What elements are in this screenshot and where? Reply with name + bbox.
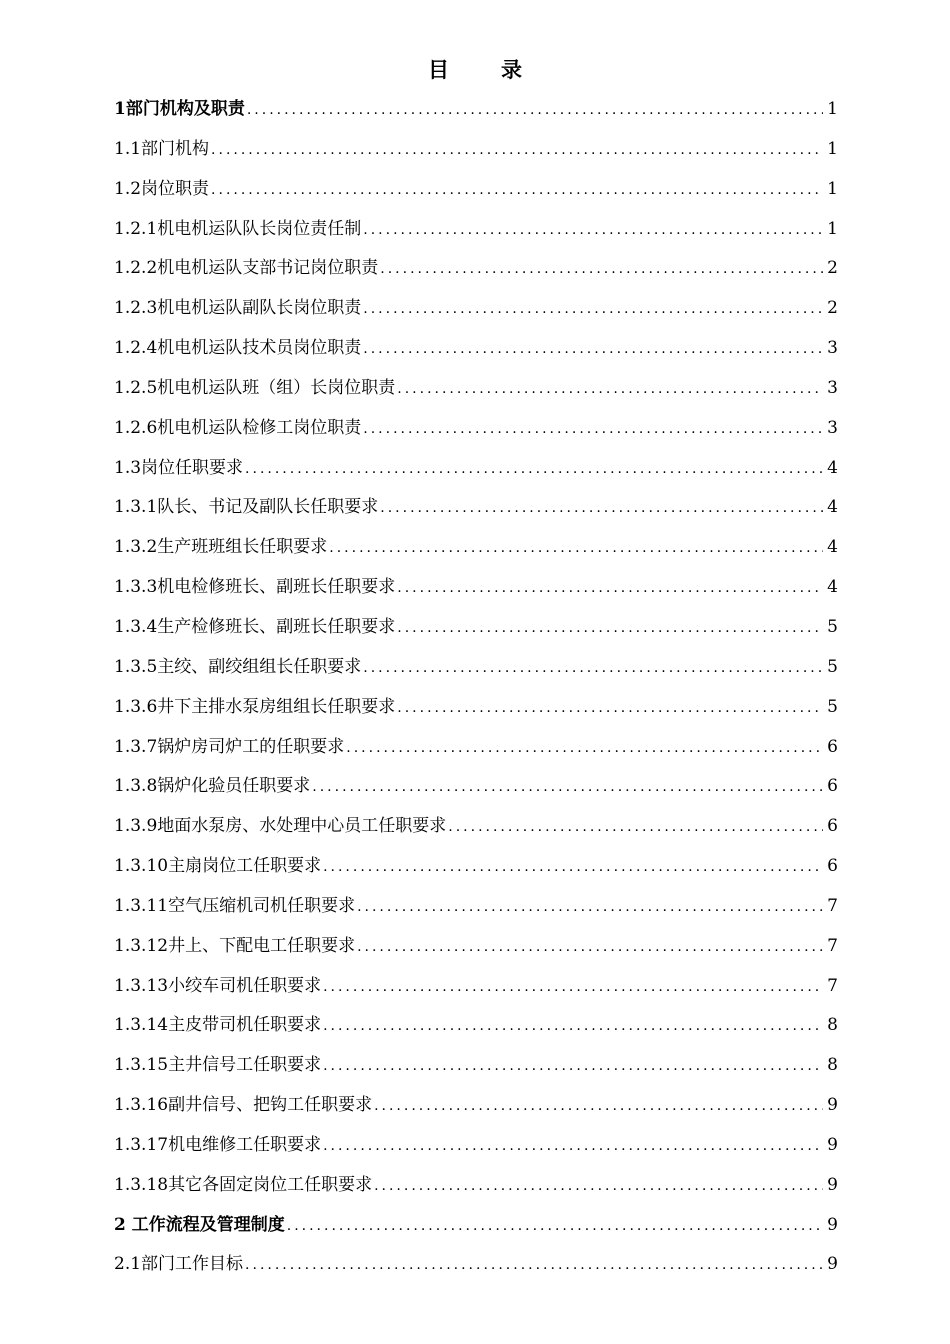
toc-entry-page-number: 9 [827, 1214, 838, 1235]
toc-entry-page-number: 1 [827, 178, 838, 199]
toc-entry-page-number: 8 [827, 1055, 838, 1076]
toc-entry[interactable] [114, 967, 838, 1007]
toc-entry[interactable] [114, 409, 838, 449]
toc-entry-title: 1.3.1队长、书记及副队长任职要求 [114, 497, 379, 518]
toc-entry[interactable] [114, 1046, 838, 1086]
toc-entry-page-number: 6 [827, 736, 838, 757]
toc-entry[interactable] [114, 728, 838, 768]
toc-entry-title: 1.3.18其它各固定岗位工任职要求 [114, 1174, 373, 1195]
toc-entry-page-number: 3 [827, 417, 838, 438]
toc-entry-title: 1.3.7锅炉房司炉工的任职要求 [114, 736, 345, 757]
toc-dot-leader [247, 91, 823, 130]
toc-entry-page-number: 3 [827, 338, 838, 359]
toc-entry[interactable] [114, 1206, 838, 1246]
toc-entry-page-number: 4 [827, 577, 838, 598]
toc-entry[interactable] [114, 130, 838, 170]
toc-entry[interactable] [114, 90, 838, 130]
toc-entry-title: 1.3.9地面水泵房、水处理中心员工任职要求 [114, 816, 447, 837]
toc-entry[interactable] [114, 289, 838, 329]
toc-entry[interactable] [114, 927, 838, 967]
toc-entry-page-number: 5 [827, 696, 838, 717]
toc-entry-page-number: 4 [827, 497, 838, 518]
toc-entry-page-number: 6 [827, 856, 838, 877]
toc-dot-leader [211, 171, 823, 210]
toc-entry-page-number: 7 [827, 895, 838, 916]
toc-dot-leader [245, 450, 823, 489]
toc-entry-page-number: 1 [827, 138, 838, 159]
toc-entry[interactable] [114, 807, 838, 847]
toc-entry-title: 2.1部门工作目标 [114, 1254, 244, 1275]
toc-entry-title: 1.3.11空气压缩机司机任职要求 [114, 895, 356, 916]
toc-dot-leader [397, 689, 823, 728]
toc-entry-page-number: 1 [827, 99, 838, 119]
toc-entry-title: 1部门机构及职责 [114, 99, 245, 119]
toc-entry-page-number: 5 [827, 616, 838, 637]
toc-dot-leader [397, 569, 823, 608]
toc-entry-page-number: 9 [827, 1134, 838, 1155]
toc-entry-title: 1.3.8锅炉化验员任职要求 [114, 776, 311, 797]
toc-dot-leader [374, 1087, 823, 1126]
toc-entry-title: 1.2岗位职责 [114, 178, 210, 199]
toc-dot-leader [287, 1207, 823, 1246]
toc-dot-leader [380, 250, 823, 289]
toc-dot-leader [346, 729, 823, 768]
toc-entry-page-number: 3 [827, 377, 838, 398]
toc-dot-leader [363, 410, 823, 449]
toc-dot-leader [397, 609, 823, 648]
toc-entry-page-number: 2 [827, 258, 838, 279]
toc-entry-title: 1.3.12井上、下配电工任职要求 [114, 935, 356, 956]
toc-entry-title: 1.3.5主绞、副绞组组长任职要求 [114, 656, 362, 677]
toc-dot-leader [323, 1127, 823, 1166]
toc-entry-page-number: 9 [827, 1095, 838, 1116]
toc-dot-leader [357, 928, 823, 967]
toc-entry-page-number: 6 [827, 776, 838, 797]
toc-entry-title: 1.3.13小绞车司机任职要求 [114, 975, 322, 996]
toc-entry-title: 2 工作流程及管理制度 [114, 1214, 285, 1235]
toc-entry-title: 1.3.6井下主排水泵房组组长任职要求 [114, 696, 396, 717]
toc-entry-title: 1.3岗位任职要求 [114, 457, 244, 478]
toc-dot-leader [323, 848, 823, 887]
toc-title: 目录 [428, 57, 574, 82]
toc-entry[interactable] [114, 449, 838, 489]
toc-entry[interactable] [114, 688, 838, 728]
toc-entry-title: 1.3.14主皮带司机任职要求 [114, 1015, 322, 1036]
toc-entry[interactable] [114, 648, 838, 688]
toc-entry-page-number: 7 [827, 975, 838, 996]
toc-dot-leader [363, 211, 823, 250]
toc-entry[interactable] [114, 1166, 838, 1206]
toc-entry[interactable] [114, 329, 838, 369]
toc-entry-page-number: 6 [827, 816, 838, 837]
toc-entry[interactable] [114, 249, 838, 289]
toc-dot-leader [323, 1047, 823, 1086]
toc-entry[interactable] [114, 1086, 838, 1126]
toc-entry[interactable] [114, 847, 838, 887]
toc-entry-title: 1.3.4生产检修班长、副班长任职要求 [114, 616, 396, 637]
toc-dot-leader [363, 330, 823, 369]
toc-entry-title: 1.3.17机电维修工任职要求 [114, 1134, 322, 1155]
toc-entry-page-number: 9 [827, 1254, 838, 1275]
toc-entry-title: 1.3.3机电检修班长、副班长任职要求 [114, 577, 396, 598]
toc-dot-leader [211, 131, 823, 170]
toc-entry-page-number: 1 [827, 218, 838, 239]
toc-dot-leader [329, 529, 823, 568]
toc-entry-title: 1.3.16副井信号、把钩工任职要求 [114, 1095, 373, 1116]
toc-dot-leader [374, 1167, 823, 1206]
toc-entry-title: 1.1部门机构 [114, 138, 210, 159]
toc-dot-leader [357, 888, 823, 927]
toc-entry-title: 1.2.3机电机运队副队长岗位职责 [114, 298, 362, 319]
toc-entry[interactable] [114, 488, 838, 528]
toc-entry-title: 1.3.10主扇岗位工任职要求 [114, 856, 322, 877]
toc-entry-title: 1.2.5机电机运队班（组）长岗位职责 [114, 377, 396, 398]
toc-dot-leader [363, 290, 823, 329]
toc-entry-page-number: 9 [827, 1174, 838, 1195]
toc-entry-title: 1.2.4机电机运队技术员岗位职责 [114, 338, 362, 359]
toc-dot-leader [323, 1007, 823, 1046]
toc-dot-leader [380, 489, 823, 528]
toc-entry-title: 1.2.1机电机运队队长岗位责任制 [114, 218, 362, 239]
toc-entry[interactable] [114, 369, 838, 409]
toc-entry[interactable] [114, 568, 838, 608]
toc-dot-leader [312, 768, 823, 807]
toc-entry-page-number: 7 [827, 935, 838, 956]
toc-entry-title: 1.3.2生产班班组长任职要求 [114, 537, 328, 558]
toc-entry[interactable] [114, 1245, 838, 1285]
toc-entry[interactable] [114, 210, 838, 250]
toc-entry[interactable] [114, 528, 838, 568]
toc-entry[interactable] [114, 608, 838, 648]
toc-entry-page-number: 5 [827, 656, 838, 677]
toc-entry-title: 1.3.15主井信号工任职要求 [114, 1055, 322, 1076]
toc-entry-page-number: 4 [827, 537, 838, 558]
toc-entry[interactable] [114, 887, 838, 927]
toc-entry[interactable] [114, 170, 838, 210]
toc-dot-leader [323, 968, 823, 1007]
toc-entry[interactable] [114, 1126, 838, 1166]
toc-dot-leader [245, 1246, 823, 1285]
toc-entry-page-number: 2 [827, 298, 838, 319]
toc-entry[interactable] [114, 1006, 838, 1046]
toc-entry-page-number: 4 [827, 457, 838, 478]
toc-list [114, 90, 838, 1285]
toc-dot-leader [363, 649, 823, 688]
toc-entry-title: 1.2.2机电机运队支部书记岗位职责 [114, 258, 379, 279]
toc-dot-leader [448, 808, 823, 847]
toc-dot-leader [397, 370, 823, 409]
toc-entry-title: 1.2.6机电机运队检修工岗位职责 [114, 417, 362, 438]
toc-entry[interactable] [114, 767, 838, 807]
toc-entry-page-number: 8 [827, 1015, 838, 1036]
